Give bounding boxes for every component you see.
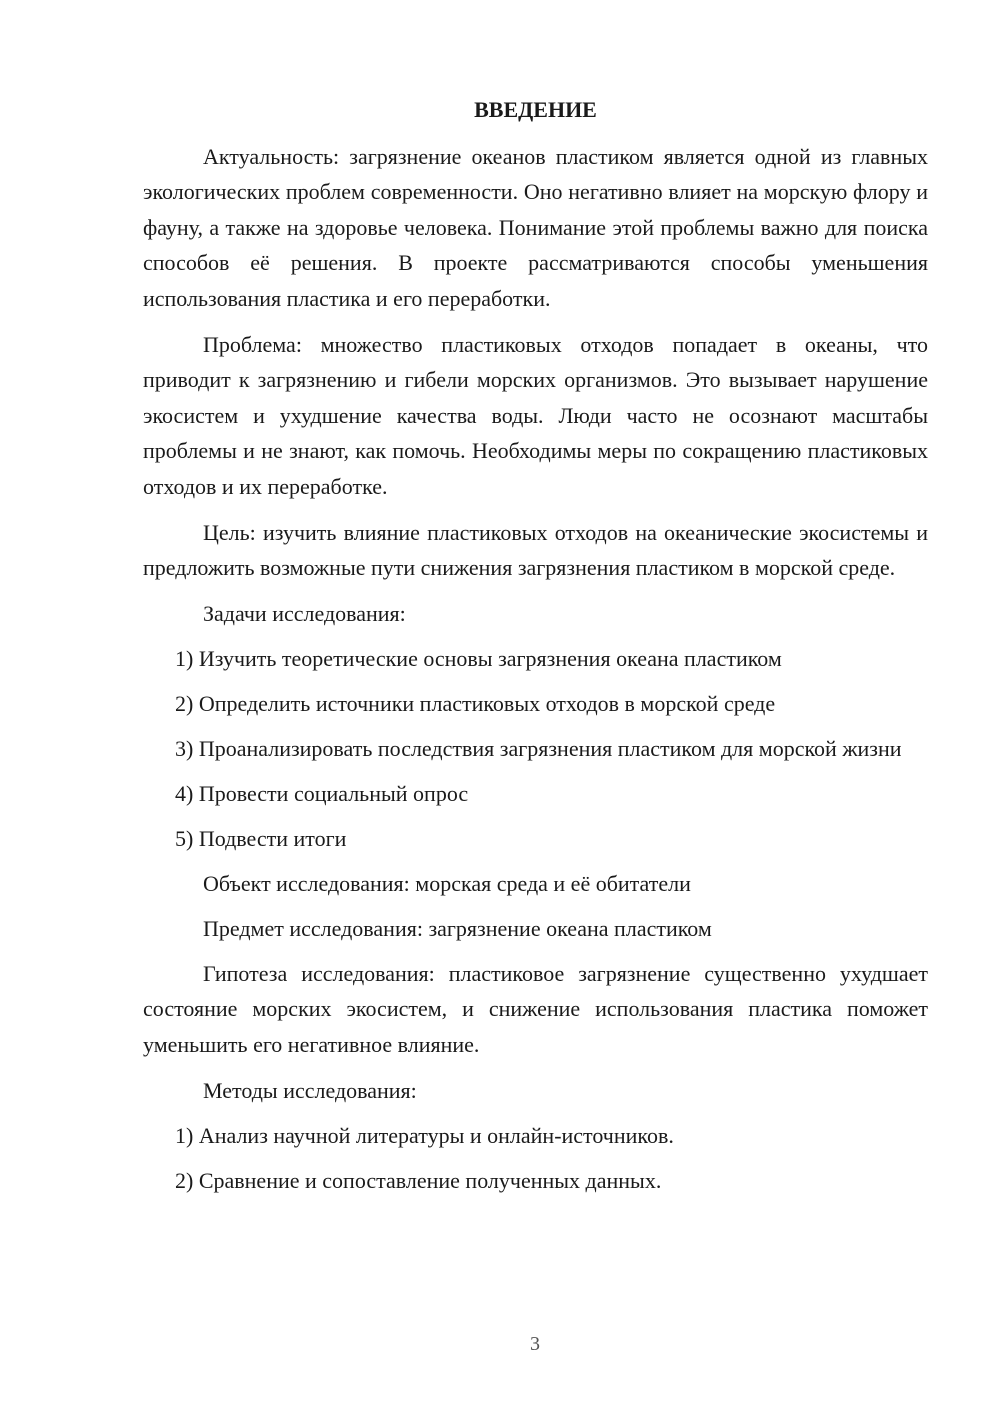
page-content — [143, 95, 928, 1198]
methods-title: Методы исследования: — [203, 1078, 417, 1104]
task-item-1: 1) Изучить теоретические основы загрязнения океана пластиком — [175, 645, 782, 671]
object-paragraph: Объект исследования: морская среда и её обитатели — [203, 870, 691, 896]
method-item-2: 2) Сравнение и сопоставление полученных данных. — [175, 1168, 662, 1194]
problem-paragraph: Проблема: множество пластиковых отходов попадает в океаны, что приводит к загрязнению и гибели морских организмов. Это вызывает нарушение экосистем и ухудшение качества воды. Люди часто не осознают масштабы проблемы и не знают, как помочь. Необходимы меры по сокращению пластиковых отходов и их переработке. — [143, 332, 928, 499]
method-item-1: 1) Анализ научной литературы и онлайн-источников. — [175, 1123, 674, 1149]
page-number: 3 — [530, 1333, 540, 1355]
tasks-title: Задачи исследования: — [203, 600, 406, 626]
task-item-4: 4) Провести социальный опрос — [175, 780, 469, 806]
goal-paragraph: Цель: изучить влияние пластиковых отходов на океанические экосистемы и предложить возможные пути снижения загрязнения пластиком в морской среде. — [143, 520, 928, 581]
subject-paragraph: Предмет исследования: загрязнение океана пластиком — [203, 915, 712, 941]
task-item-5: 5) Подвести итоги — [175, 825, 347, 851]
task-item-2: 2) Определить источники пластиковых отходов в морской среде — [175, 690, 776, 716]
section-heading: ВВЕДЕНИЕ — [474, 97, 597, 122]
relevance-paragraph: Актуальность: загрязнение океанов пластиком является одной из главных экологических проблем современности. Оно негативно влияет на морскую флору и фауну, а также на здоровье человека. Понимание этой проблемы важно для поиска способов её решения. В проекте рассматриваются способы уменьшения использования пластика и его переработки. — [143, 144, 928, 311]
task-item-3: 3) Проанализировать последствия загрязнения пластиком для морской жизни — [175, 735, 902, 761]
hypothesis-paragraph: Гипотеза исследования: пластиковое загрязнение существенно ухудшает состояние морских экосистем, и снижение использования пластика поможет уменьшить его негативное влияние. — [143, 960, 928, 1057]
